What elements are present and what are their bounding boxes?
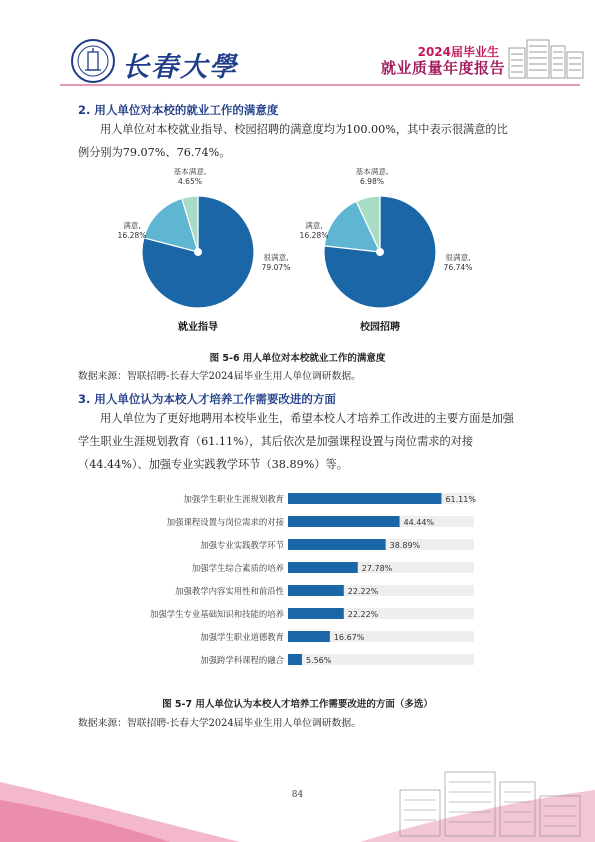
building-sketch-icon — [505, 34, 585, 80]
page-number: 84 — [291, 790, 304, 800]
bar-value-label: 5.56% — [305, 656, 332, 665]
bar-value-label: 38.89% — [389, 541, 421, 550]
pie-data-label: 很满意, 76.74% — [443, 253, 473, 272]
bar-value-label: 44.44% — [403, 518, 435, 527]
data-source-5-6: 数据来源：智联招聘-长春大学2024届毕业生用人单位调研数据。 — [78, 371, 361, 382]
bar-value-label: 22.22% — [347, 610, 379, 619]
pie-data-label: 基本满意, 4.65% — [173, 168, 207, 186]
bar-value-label: 61.11% — [445, 495, 476, 504]
pie-data-label: 满意, 16.28% — [299, 221, 329, 240]
figure-caption-5-6: 图 5-6 用人单位对本校就业工作的满意度 — [209, 353, 386, 364]
data-source-5-7: 数据来源：智联招聘-长春大学2024届毕业生用人单位调研数据。 — [78, 718, 361, 729]
pie-data-label: 满意, 16.28% — [117, 221, 147, 240]
pie-charts — [78, 168, 518, 338]
figure-caption-5-7: 图 5-7 用人单位认为本校人才培养工作需要改进的方面（多选） — [162, 699, 433, 710]
paragraph-improvement: 用人单位为了更好地聘用本校毕业生，希望本校人才培养工作改进的主要方面是加强学生职业生涯规划教育（61.11%），其后依次是加强课程设置与岗位需求的对接（44.44%）、加强专业实践教学环节（38.89%）等。 — [78, 412, 514, 471]
pie-data-label: 很满意, 79.07% — [261, 253, 291, 272]
bar — [288, 516, 400, 527]
bar-category-label: 加强学生职业生涯规划教育 — [183, 494, 284, 504]
report-title: 就业质量年度报告 — [380, 59, 505, 77]
bar-value-label: 16.67% — [333, 633, 365, 642]
bar-category-label: 加强跨学科课程的融合 — [200, 655, 284, 665]
footer-decoration — [0, 760, 595, 842]
pie-data-label: 基本满意, 6.98% — [355, 168, 389, 186]
paragraph-satisfaction: 用人单位对本校就业指导、校园招聘的满意度均为100.00%，其中表示很满意的比例分别为79.07%、76.74%。 — [78, 123, 508, 159]
header-rule — [60, 84, 580, 86]
university-seal-icon — [70, 38, 116, 84]
pie-center-dot — [194, 248, 202, 256]
bar — [288, 608, 344, 619]
bar-category-label: 加强专业实践教学环节 — [200, 540, 284, 550]
bar-category-label: 加强课程设置与岗位需求的对接 — [166, 517, 284, 527]
report-year: 2024届毕业生 — [417, 45, 499, 59]
page-header — [0, 0, 595, 90]
bar-category-label: 加强学生综合素质的培养 — [191, 563, 284, 573]
pie-title: 就业指导 — [178, 322, 218, 333]
bar-category-label: 加强学生专业基础知识和技能的培养 — [150, 609, 284, 619]
section-heading-improvement: 3. 用人单位认为本校人才培养工作需要改进的方面 — [78, 392, 336, 406]
section-heading-satisfaction: 2. 用人单位对本校的就业工作的满意度 — [78, 103, 279, 117]
bar-category-label: 加强学生职业道德教育 — [200, 632, 284, 642]
pie-center-dot — [376, 248, 384, 256]
pie-title: 校园招聘 — [360, 322, 400, 333]
bar — [288, 585, 344, 596]
bar-value-label: 22.22% — [347, 587, 379, 596]
bar — [288, 562, 358, 573]
university-name: 长春大學 — [122, 52, 238, 83]
bar — [288, 654, 302, 665]
pie-chart-svg — [78, 168, 518, 338]
bar — [288, 631, 330, 642]
bar-chart — [110, 485, 490, 685]
bar — [288, 539, 386, 550]
bar-chart-svg — [110, 485, 490, 685]
bar-value-label: 27.78% — [361, 564, 393, 573]
bar — [288, 493, 441, 504]
bar-category-label: 加强教学内容实用性和前沿性 — [175, 586, 284, 596]
